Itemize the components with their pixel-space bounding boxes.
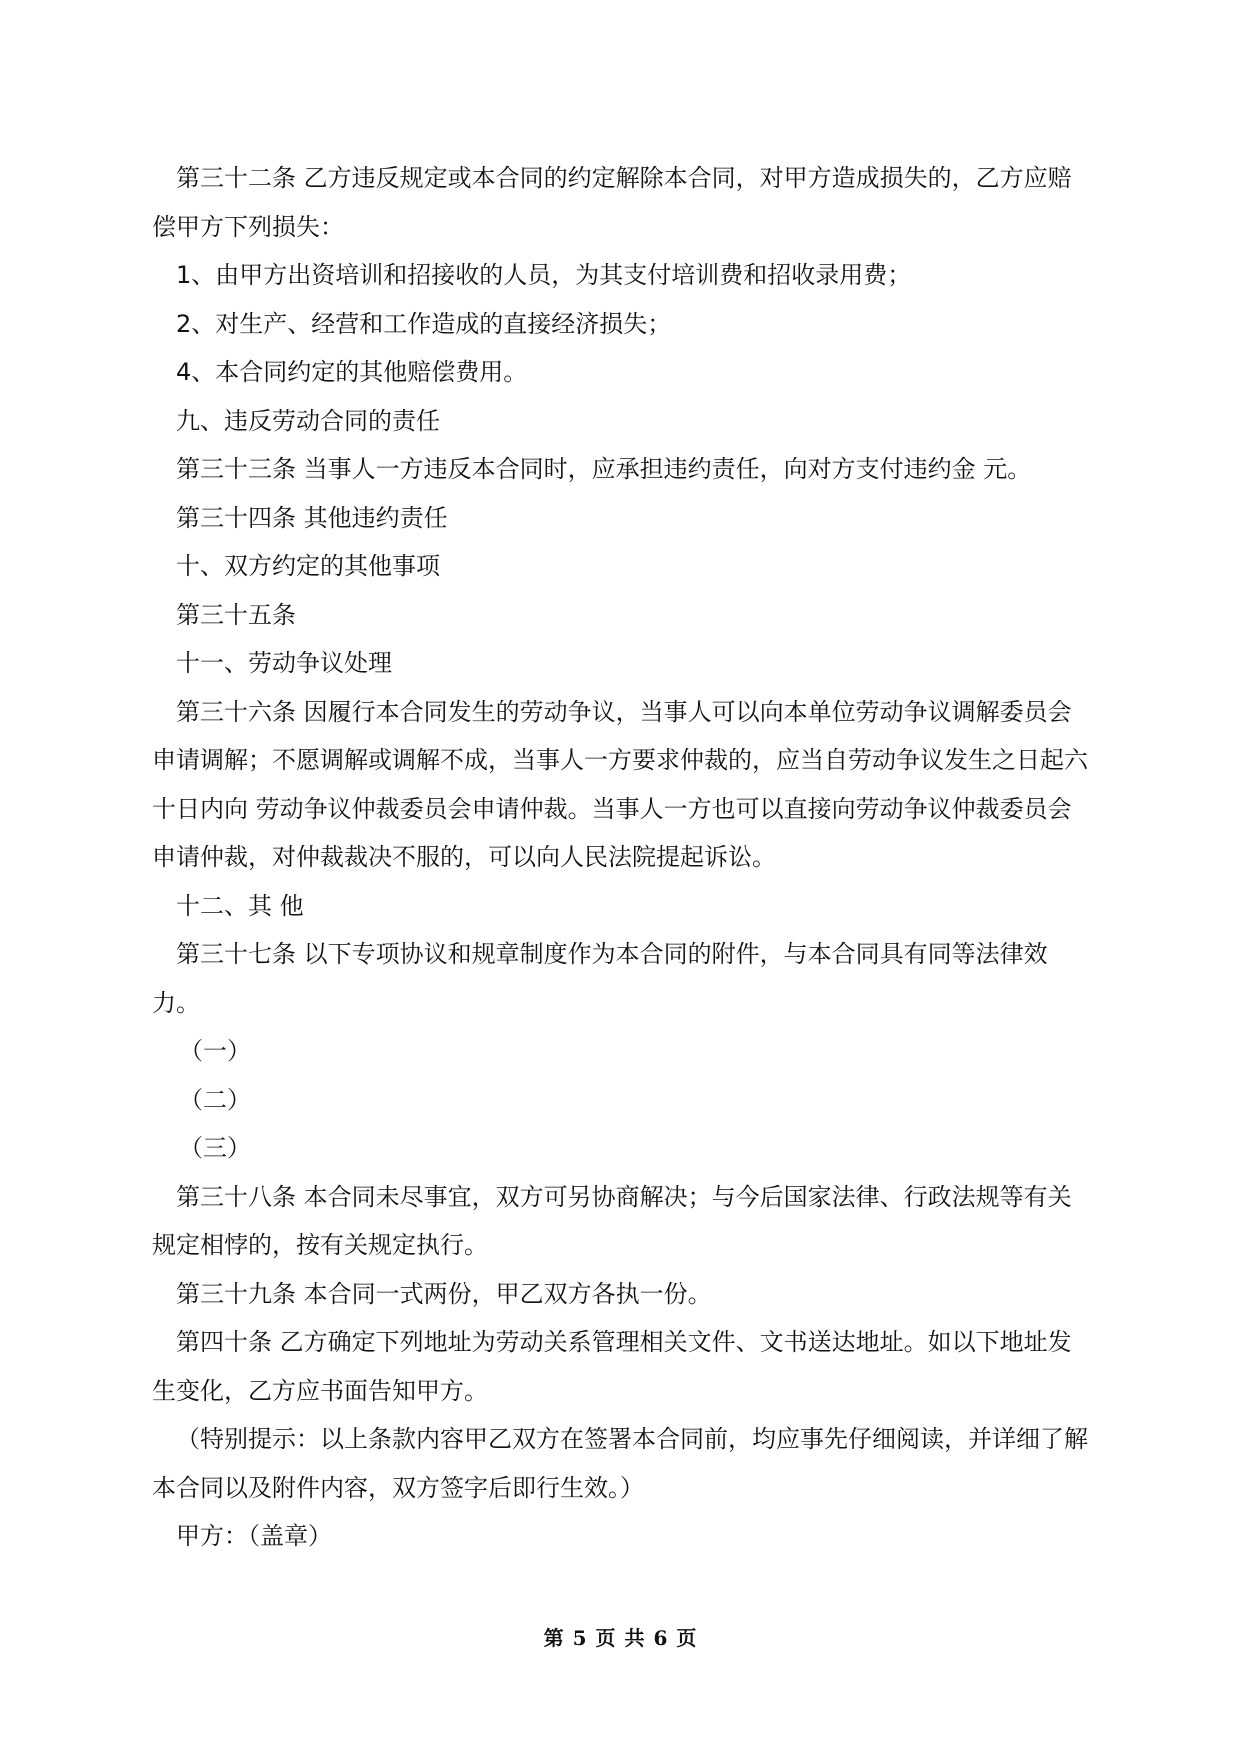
paragraph-article-34: 第三十四条 其他违约责任 (176, 503, 448, 532)
paragraph-article-37: 第三十七条 以下专项协议和规章制度作为本合同的附件，与本合同具有同等法律效力。 (152, 940, 1048, 1017)
paragraph-article-32: 第三十二条 乙方违反规定或本合同的约定解除本合同，对甲方造成损失的，乙方应赔偿甲方下列损失： (152, 164, 1072, 241)
section-heading-12: 十二、其 他 (176, 891, 304, 920)
attachment-item-2: （二） (179, 1085, 251, 1114)
paragraph-article-40: 第四十条 乙方确定下列地址为劳动关系管理相关文件、文书送达地址。如以下地址发生变化，乙方应书面告知甲方。 (152, 1328, 1072, 1405)
paragraph-article-39: 第三十九条 本合同一式两份，甲乙双方各执一份。 (176, 1279, 712, 1308)
list-item-1: 1、由甲方出资培训和招接收的人员，为其支付培训费和招收录用费； (176, 261, 912, 289)
attachment-item-3: （三） (179, 1134, 251, 1162)
special-notice: （特别提示：以上条款内容甲乙双方在签署本合同前，均应事先仔细阅读，并详细了解本合同以及附件内容，双方签字后即行生效。） (152, 1425, 1088, 1502)
section-heading-10: 十、双方约定的其他事项 (176, 552, 440, 580)
document-body (152, 154, 1092, 1561)
party-a-signature-line: 甲方：（盖章） (176, 1522, 332, 1550)
list-item-2: 2、对生产、经营和工作造成的直接经济损失； (176, 309, 672, 338)
attachment-item-1: （一） (179, 1037, 251, 1065)
paragraph-article-38: 第三十八条 本合同未尽事宜，双方可另协商解决；与今后国家法律、行政法规等有关规定相悖的，按有关规定执行。 (152, 1182, 1072, 1259)
section-heading-11: 十一、劳动争议处理 (176, 649, 392, 677)
paragraph-article-36: 第三十六条 因履行本合同发生的劳动争议，当事人可以向本单位劳动争议调解委员会申请调解；不愿调解或调解不成，当事人一方要求仲裁的，应当自劳动争议发生之日起六十日内向 劳动争议仲裁委员会申请仲裁。当事人一方也可以直接向劳动争议仲裁委员会申请仲裁，对仲裁裁决不服的，可以向人民法院提起诉讼。 (152, 697, 1088, 871)
section-heading-9: 九、违反劳动合同的责任 (176, 406, 440, 435)
paragraph-article-33: 第三十三条 当事人一方违反本合同时，应承担违约责任，向对方支付违约金 元。 (176, 455, 1032, 483)
paragraph-article-35: 第三十五条 (176, 600, 296, 629)
page-number-footer: 第 5 页 共 6 页 (543, 1626, 698, 1650)
list-item-4: 4、本合同约定的其他赔偿费用。 (176, 358, 528, 386)
